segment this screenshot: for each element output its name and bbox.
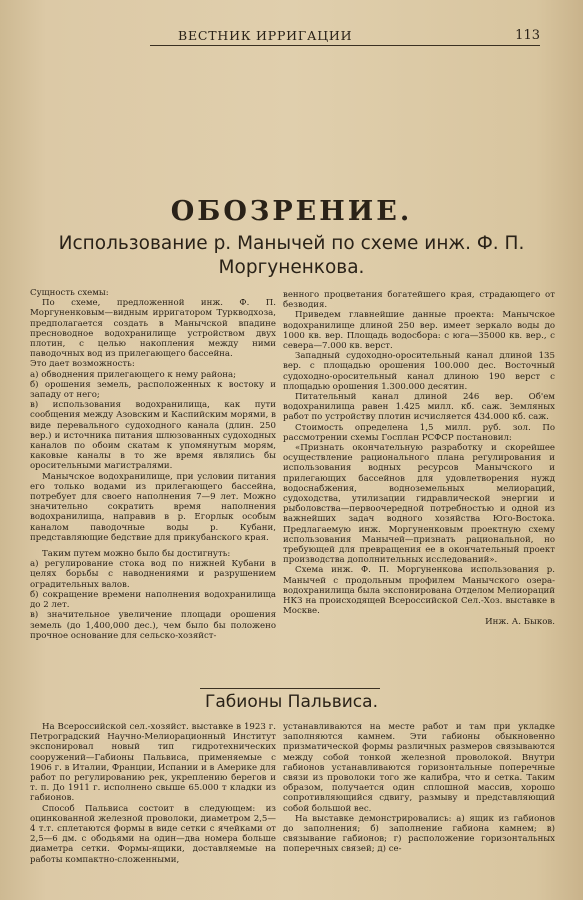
paragraph: Манычское водохранилище, при условии питания его только водами из прилегающего бассейна, потребует для своего наполнения 7—9 лет. Можно значительно сократить время наполнения водохранилища, направив в р. Егорлык особым каналом паводочные воды р. Кубани, представляющие бедствие для прикубанского края. — [30, 471, 276, 543]
paragraph: Питательный канал длиной 246 вер. Об'ем водохранилища равен 1.425 милл. кб. саж. Земляных работ по устройству плотин исчисляется 434.000 кб. саж. — [283, 392, 555, 423]
section-title: ОБОЗРЕНИЕ. — [170, 196, 413, 227]
paragraph: б) сокращение времени наполнения водохранилища до 2 лет. — [30, 589, 276, 611]
paragraph: Таким путем можно было бы достигнуть: — [42, 549, 231, 560]
article-column-right — [283, 290, 555, 627]
paragraph: Сущность схемы: — [30, 288, 109, 298]
header-rule — [150, 45, 540, 46]
article2-column-left — [30, 722, 276, 865]
signature: Инж. А. Быков. — [485, 616, 555, 627]
paragraph: На Всероссийской сел.-хозяйст. выставке в 1923 г. Петроградский Научно-Мелиорационный Институт экспонировал новый тип гидротехнических сооружений—Габионы Пальвиса, применяемые с 1906 г. в Италии, Франции, Испании и в Америке для работ по регулированию рек, укреплению берегов и т. п. До 1911 г. исполнено свыше 65.000 т кладки из габионов. — [30, 722, 276, 804]
paragraph: На выставке демонстрировались: а) ящик из габионов до заполнения; б) заполнение габиона камнем; в) связывание габионов; г) расположение горизонтальных поперечных связей; д) се- — [283, 813, 555, 855]
article2-title: Габионы Пальвиса. — [205, 692, 378, 712]
article-column-left — [30, 288, 276, 641]
paragraph: а) обводнения прилегающего к нему района; — [30, 369, 237, 380]
page-number: 113 — [515, 28, 540, 43]
paragraph: Стоимость определена 1,5 милл. руб. зол. По рассмотрении схемы Госплан РСФСР постановил: — [283, 422, 555, 443]
paragraph: венного процветания богатейшего края, страдающего от безводия. — [283, 290, 555, 311]
paragraph: Это дает возможность: — [30, 359, 135, 370]
paragraph: а) регулирование стока вод по нижней Кубани в целях борьбы с наводнениями и разрушением оградительных валов. — [30, 559, 276, 590]
paragraph: в) использования водохранилища, как пути сообщения между Азовским и Каспийским морями, в виде перевального судоходного канала (длин. 250 вер.) и источника питания шлюзованных судоходных каналов по обоим скатам к упомянутым морям, каковые каналы в то же время являлись бы оросительными магистралями. — [30, 400, 276, 472]
paragraph: в) значительное увеличение площади орошения земель (до 1,400,000 дес.), чем было бы положено прочное основание для сельско-хозяйст- — [30, 610, 276, 641]
paragraph: По схеме, предложенной инж. Ф. П. Моргуненковым—видным ирригатором Туркводхоза, предполагается создать в Манычской впадине пресноводное водохранилище устройством двух плотин, с целью накопления между ними паводочных вод из прилегающего бассейна. — [30, 298, 276, 360]
section-divider — [200, 688, 380, 689]
journal-name: ВЕСТНИК ИРРИГАЦИИ — [178, 28, 353, 43]
paragraph: Западный судоходно-оросительный канал длиной 135 вер. с площадью орошения 100.000 дес. Восточный судоходно-оросительный канал длиною 190 верст с площадью орошения 1.300.000 десятин. — [283, 351, 555, 392]
article2-column-right — [283, 722, 555, 855]
article-title: Использование р. Манычей по схеме инж. Ф. П. Моргуненкова. — [58, 233, 525, 278]
paragraph: б) орошения земель, расположенных к востоку и западу от него; — [30, 379, 276, 401]
running-header — [150, 24, 540, 46]
paragraph: устанавливаются на месте работ и там при укладке заполняются камнем. Эти габионы обыкновенно призматической формы различных размеров связываются между собой тонкой железной проволокой. Внутри габионов устанавливаются горизонтальные поперечные связи из проволоки того же калибра, что и сетка. Таким образом, получается один сплошной массив, хорошо сопротивляющийся сдвигу, размыву и представляющий собой большой вес. — [283, 722, 555, 814]
paragraph: «Признать окончательную разработку и скорейшее осуществление рационального плана регулирования и использования водных ресурсов Манычского и прилегающих бассейнов для удовлетворения нужд водоснабжения, водноземельных мелиораций, судоходства, утилизации гидравлической энергии и рыболовства—первоочередной потребностью и одной из важнейших задач водного хозяйства Юго-Востока. Предлагаемую инж. Моргуненковым проектную схему использования Манычей—признать рациональной, но требующей для превращения ее в окончательный проект производства дополнительных исследований». — [283, 443, 555, 566]
paragraph: Схема инж. Ф. П. Моргуненкова использования р. Манычей с продольным профилем Манычского озера-водохранилища была экспонирована Отделом Мелиораций НКЗ на происходящей Всероссийской Сел.-Хоз. выставке в Москве. — [283, 565, 555, 617]
paragraph: Способ Пальвиса состоит в следующем: из оцинкованной железной проволоки, диаметром 2,5—4 т.т. сплетаются формы в виде сетки с ячейками от 2,5—6 дм. с ободьями на один—два номера больше диаметра сетки. Формы-ящики, доставляемые на работы компактно-сложенными, — [30, 803, 276, 865]
paragraph: Приведем главнейшие данные проекта: Манычское водохранилище длиной 250 вер. имеет зеркало воды до 1000 кв. вер. Площадь водосбора: с юга—35000 кв. вер., с севера—7.000 кв. верст. — [283, 310, 555, 352]
